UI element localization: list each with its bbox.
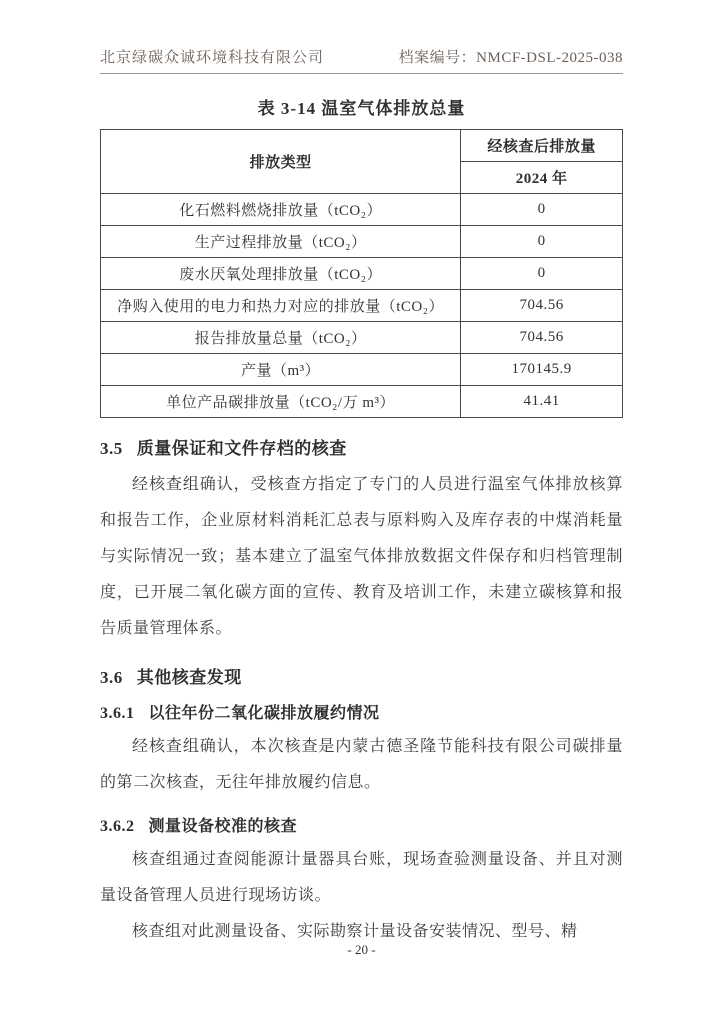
section-3-6-2-paragraph-2: 核查组对此测量设备、实际勘察计量设备安装情况、型号、精	[132, 923, 578, 940]
archive-number	[399, 46, 623, 67]
row-value: 170145.9	[461, 354, 623, 386]
row-value: 704.56	[461, 290, 623, 322]
row-label: 净购入使用的电力和热力对应的排放量（tCO₂）	[101, 290, 461, 322]
row-label: 单位产品碳排放量（tCO₂/万 m³）	[101, 386, 461, 418]
section-title: 质量保证和文件存档的核查	[136, 439, 347, 458]
table-header-row	[101, 130, 623, 162]
section-3-6-2-paragraph-1: 核查组通过查阅能源计量器具台账，现场查验测量设备、并且对测量设备管理人员进行现场访谈。	[100, 851, 623, 904]
col-header-verified: 经核查后排放量	[461, 130, 623, 162]
row-value: 0	[461, 258, 623, 290]
table-row	[101, 322, 623, 354]
table-title: 表 3-14 温室气体排放总量	[257, 99, 466, 118]
archive-value: NMCF-DSL-2025-038	[476, 50, 623, 66]
section-title: 其他核查发现	[136, 668, 242, 687]
col-header-type: 排放类型	[101, 130, 461, 194]
archive-label: 档案编号：	[398, 50, 477, 66]
col-header-year: 2024 年	[461, 162, 623, 194]
row-value: 0	[461, 226, 623, 258]
section-number: 3.5	[100, 439, 123, 458]
row-value: 704.56	[461, 322, 623, 354]
row-label: 报告排放量总量（tCO₂）	[101, 322, 461, 354]
section-3-5-paragraph: 经核查组确认，受核查方指定了专门的人员进行温室气体排放核算和报告工作，企业原材料消耗汇总表与原料购入及库存表的中煤消耗量与实际情况一致；基本建立了温室气体排放数据文件保存和归档管理制度，已开展二氧化碳方面的宣传、教育及培训工作，未建立碳核算和报告质量管理体系。	[100, 476, 623, 637]
running-header	[100, 46, 623, 74]
section-number: 3.6	[100, 668, 123, 687]
section-heading-3-6-1	[100, 700, 623, 723]
table-row	[101, 226, 623, 258]
section-3-6-1-paragraph: 经核查组确认，本次核查是内蒙古德圣隆节能科技有限公司碳排量的第二次核查，无往年排放履约信息。	[100, 738, 623, 791]
row-value: 41.41	[461, 386, 623, 418]
section-heading-3-5	[100, 434, 623, 459]
row-label: 废水厌氧处理排放量（tCO₂）	[101, 258, 461, 290]
company-name: 北京绿碳众诚环境科技有限公司	[100, 50, 325, 66]
table-row	[101, 194, 623, 226]
section-title: 以往年份二氧化碳排放履约情况	[148, 705, 380, 722]
row-label: 产量（m³）	[101, 354, 461, 386]
row-value: 0	[461, 194, 623, 226]
row-label: 化石燃料燃烧排放量（tCO₂）	[101, 194, 461, 226]
table-row	[101, 386, 623, 418]
section-heading-3-6-2	[100, 813, 623, 836]
table-row	[101, 354, 623, 386]
section-title: 测量设备校准的核查	[148, 818, 298, 835]
section-number: 3.6.1	[100, 705, 135, 722]
row-label: 生产过程排放量（tCO₂）	[101, 226, 461, 258]
section-heading-3-6	[100, 663, 623, 688]
table-row	[101, 258, 623, 290]
table-row	[101, 290, 623, 322]
emissions-table	[100, 129, 623, 418]
section-number: 3.6.2	[100, 818, 135, 835]
page-number: - 20 -	[347, 942, 376, 957]
